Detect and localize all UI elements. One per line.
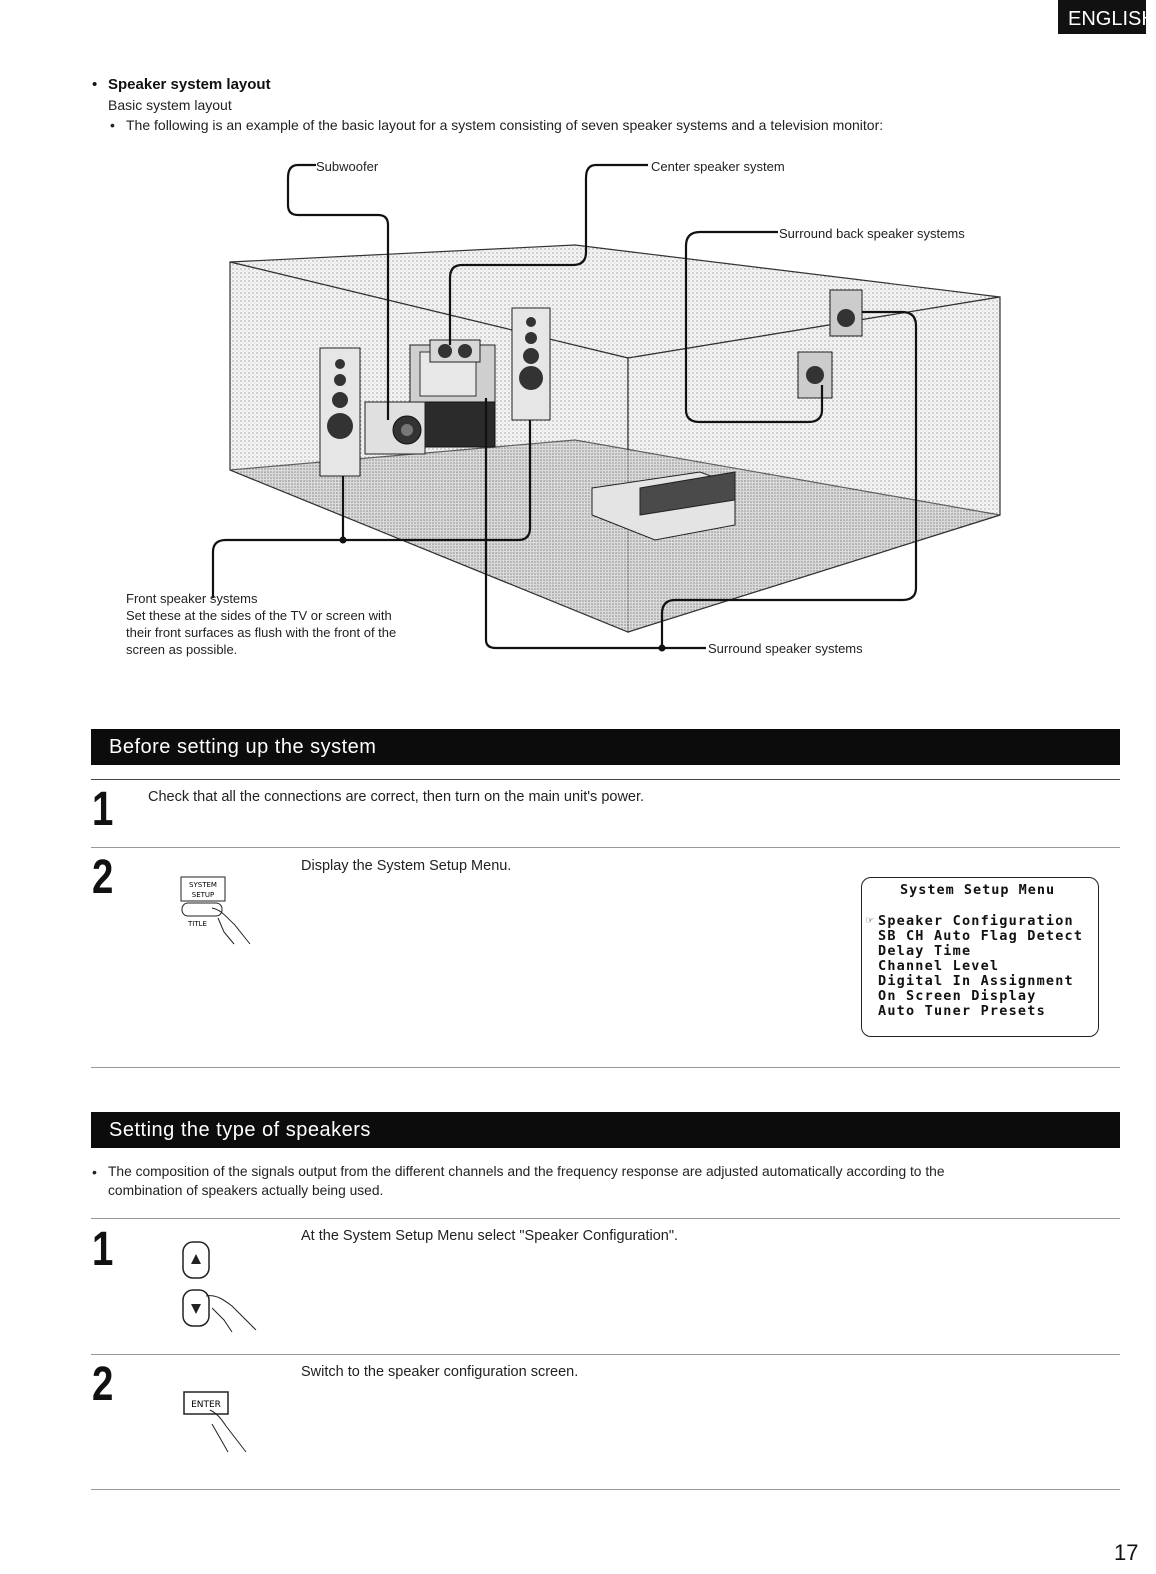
front-right-speaker-icon — [512, 308, 550, 420]
step-number: 1 — [92, 783, 114, 836]
menu-item[interactable]: Delay Time — [878, 943, 972, 959]
before-setup-banner: Before setting up the system — [91, 729, 1120, 765]
page-number: 17 — [1114, 1540, 1139, 1565]
menu-item[interactable]: On Screen Display — [878, 988, 1037, 1004]
menu-item[interactable]: Digital In Assignment — [878, 973, 1074, 989]
divider — [91, 1218, 1120, 1219]
surround-back-label: Surround back speaker systems — [779, 226, 965, 241]
speaker-type-description: The composition of the signals output from the different channels and the frequency response are adjusted automatically according to the — [108, 1164, 945, 1179]
system-setup-menu — [861, 877, 1099, 1037]
center-speaker-icon — [430, 340, 480, 362]
step-text: At the System Setup Menu select "Speaker Configuration". — [301, 1228, 679, 1244]
front-speaker-note-line: Set these at the sides of the TV or screen with — [126, 608, 392, 623]
divider — [91, 779, 1120, 780]
step-text: Display the System Setup Menu. — [301, 858, 512, 874]
menu-item[interactable]: Auto Tuner Presets — [878, 1003, 1046, 1019]
step-text: Switch to the speaker configuration screen. — [301, 1364, 579, 1380]
step-number: 1 — [92, 1223, 114, 1276]
speaker-type-banner: Setting the type of speakers — [91, 1112, 1120, 1148]
enter-remote-icon — [176, 1386, 266, 1466]
menu-title: System Setup Menu — [900, 882, 1056, 898]
bullet-icon: • — [110, 117, 115, 133]
menu-cursor-icon: ☞ — [866, 913, 875, 927]
subwoofer-icon — [365, 402, 425, 454]
step-number: 2 — [92, 1358, 114, 1411]
surround-speaker-label: Surround speaker systems — [708, 641, 863, 656]
menu-item[interactable]: Channel Level — [878, 958, 1000, 974]
center-speaker-label: Center speaker system — [651, 159, 785, 174]
system-setup-key-label: SYSTEM — [189, 881, 217, 889]
section-title: Speaker system layout — [108, 76, 271, 93]
subwoofer-label: Subwoofer — [316, 159, 379, 174]
step-text: Check that all the connections are correct, then turn on the main unit's power. — [148, 789, 645, 805]
front-speaker-note-line: screen as possible. — [126, 642, 238, 657]
system-setup-remote-icon — [172, 872, 262, 952]
divider — [91, 1067, 1120, 1068]
divider — [91, 1489, 1120, 1490]
cursor-updown-remote-icon — [172, 1236, 268, 1336]
speaker-type-description: combination of speakers actually being used. — [108, 1183, 384, 1198]
divider — [91, 847, 1120, 848]
title-key-label: TITLE — [188, 920, 207, 928]
bullet-icon: • — [92, 1164, 97, 1180]
front-speaker-note-line: their front surfaces as flush with the front of the — [126, 625, 397, 640]
language-tab: ENGLISH — [1058, 0, 1146, 34]
bullet-icon: • — [92, 76, 98, 93]
menu-item[interactable]: Speaker Configuration — [878, 913, 1074, 929]
front-left-speaker-icon — [320, 348, 360, 476]
menu-item[interactable]: SB CH Auto Flag Detect — [878, 928, 1084, 944]
enter-key-label: ENTER — [191, 1400, 221, 1410]
front-speaker-label: Front speaker systems — [126, 591, 258, 606]
layout-description: The following is an example of the basic layout for a system consisting of seven speaker systems and a television monitor: — [126, 117, 884, 133]
system-setup-key-label: SETUP — [191, 891, 215, 899]
section-subtitle: Basic system layout — [108, 97, 232, 113]
step-number: 2 — [92, 851, 114, 904]
divider — [91, 1354, 1120, 1355]
